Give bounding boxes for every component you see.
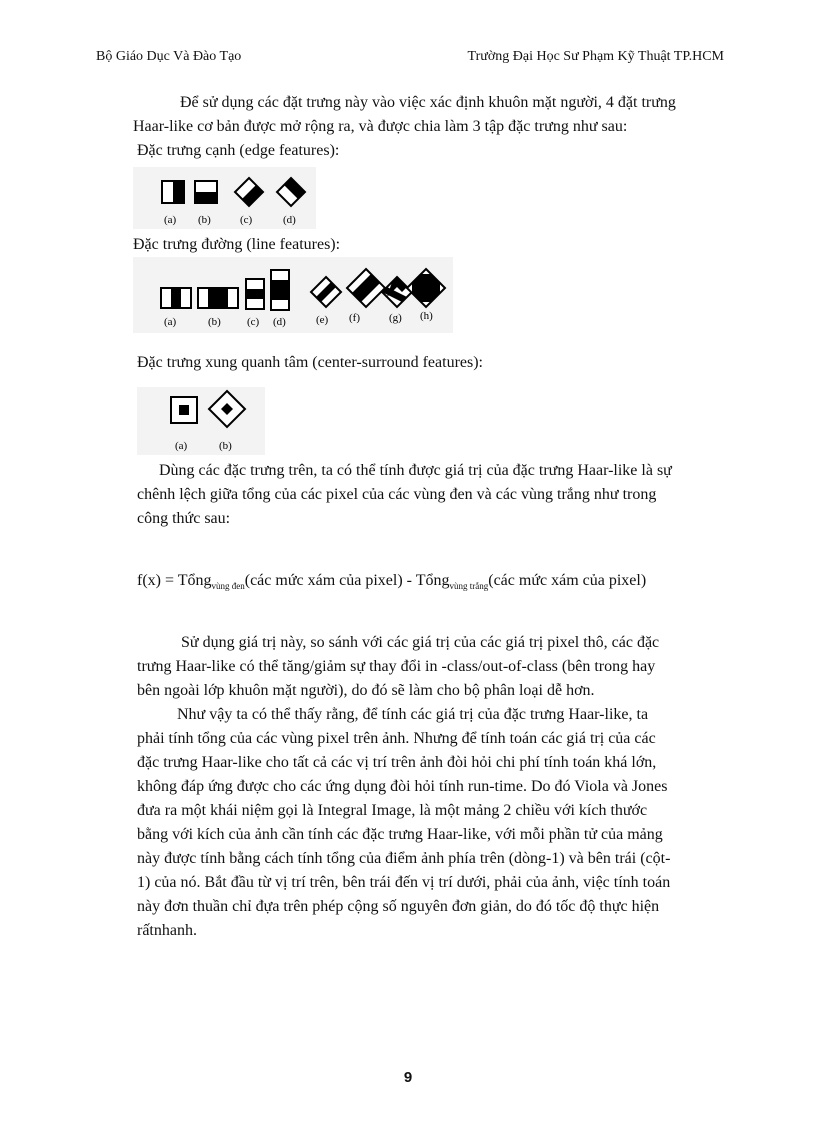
- edge-feature-c: [235, 178, 263, 206]
- header-right: Trường Đại Học Sư Phạm Kỹ Thuật TP.HCM: [467, 49, 724, 64]
- edge-features-figure: [133, 167, 316, 229]
- body-line-12: này đơn thuần chỉ đựa trên phép cộng số nguyên đơn giản, do đó tốc độ thực hiện: [137, 898, 660, 915]
- body-line-1: Sử dụng giá trị này, so sánh với các giá trị của các giá trị pixel thô, các đặc: [181, 634, 660, 651]
- line-label-b: (b): [208, 316, 221, 328]
- page-number: 9: [403, 1069, 413, 1086]
- line-feature-b: [198, 288, 238, 308]
- desc-line-2: chênh lệch giữa tổng của các pixel của các vùng đen và các vùng trắng như trong: [137, 486, 657, 503]
- header-left: Bộ Giáo Dục Và Đào Tạo: [96, 49, 242, 64]
- edge-feature-a: [162, 181, 184, 203]
- intro-line-2: Haar-like cơ bản được mở rộng ra, và được chia làm 3 tập đặc trưng như sau:: [133, 118, 628, 135]
- body-line-8: đưa ra một khái niệm gọi là Integral Image, là một mảng 2 chiều với kích thước: [137, 802, 648, 819]
- edge-label-d: (d): [283, 214, 296, 226]
- body-line-4: Như vậy ta có thể thấy rằng, để tính các giá trị của đặc trưng Haar-like, ta: [177, 706, 649, 723]
- desc-line-3: công thức sau:: [137, 510, 231, 527]
- line-label-c: (c): [247, 316, 260, 328]
- edge-label-a: (a): [164, 214, 177, 226]
- formula-part-1: f(x) = Tổng: [137, 572, 212, 589]
- body-line-9: bằng với kích của ảnh cần tính các đặc trưng Haar-like, với mỗi phần tử của mảng: [137, 826, 663, 843]
- body-line-13: rấtnhanh.: [137, 922, 197, 939]
- body-line-11: 1) của nó. Bắt đầu từ vị trí trên, bên trái đến vị trí dưới, phải của ảnh, việc tính toán: [137, 874, 671, 891]
- center-label-a: (a): [175, 440, 188, 452]
- body-line-10: này được tính bằng cách tính tổng của điểm ảnh phía trên (dòng-1) và bên trái (cột-: [137, 850, 671, 867]
- edge-features-heading: Đặc trưng cạnh (edge features):: [137, 142, 340, 159]
- line-label-f: (f): [349, 312, 360, 324]
- body-line-2: trưng Haar-like có thể tăng/giảm sự thay đổi in -class/out-of-class (bên trong hay: [137, 658, 656, 675]
- body-line-6: đặc trưng Haar-like cho tất cả các vị trí trên ảnh đòi hỏi chi phí tính toán khá lớn,: [137, 754, 657, 771]
- line-feature-g: [382, 277, 412, 307]
- line-label-e: (e): [316, 314, 329, 326]
- formula-sub-black: vùng đen: [211, 581, 245, 592]
- edge-feature-b: [195, 181, 217, 203]
- center-feature-b: [209, 391, 245, 427]
- center-features-heading: Đặc trưng xung quanh tâm (center-surround features):: [137, 354, 483, 371]
- line-feature-a: [161, 288, 191, 308]
- line-feature-d: [271, 270, 289, 310]
- formula-part-3: (các mức xám của pixel): [488, 572, 647, 589]
- center-feature-a: [171, 397, 197, 423]
- body-line-3: bên ngoài lớp khuôn mặt người), do đó sẽ làm cho bộ phân loại dễ hơn.: [137, 682, 595, 699]
- line-label-d: (d): [273, 316, 286, 328]
- line-feature-e: [311, 277, 341, 307]
- formula-sub-white: vùng trắng: [449, 581, 489, 592]
- body-line-5: phải tính tổng của các vùng pixel trên ảnh. Nhưng để tính toán các giá trị của các: [137, 730, 656, 747]
- formula-part-2: (các mức xám của pixel) - Tổng: [244, 572, 450, 589]
- line-features-figure: [133, 257, 453, 333]
- line-features-heading: Đặc trưng đường (line features):: [133, 236, 341, 253]
- line-feature-h: [407, 269, 445, 307]
- edge-label-c: (c): [240, 214, 253, 226]
- desc-line-1: Dùng các đặc trưng trên, ta có thể tính được giá trị của đặc trưng Haar-like là sự: [159, 462, 672, 479]
- line-label-a: (a): [164, 316, 177, 328]
- line-feature-c: [246, 279, 264, 309]
- intro-line-1: Để sử dụng các đặt trưng này vào việc xác định khuôn mặt người, 4 đặt trưng: [180, 94, 676, 111]
- center-features-figure: [137, 387, 265, 455]
- formula: [137, 572, 646, 591]
- line-feature-f: [347, 269, 385, 307]
- center-label-b: (b): [219, 440, 232, 452]
- line-label-g: (g): [389, 312, 402, 324]
- edge-label-b: (b): [198, 214, 211, 226]
- edge-feature-d: [277, 178, 305, 206]
- body-line-7: không đáp ứng được cho các ứng dụng đòi hỏi tính run-time. Do đó Viola và Jones: [137, 778, 668, 795]
- line-label-h: (h): [420, 310, 433, 322]
